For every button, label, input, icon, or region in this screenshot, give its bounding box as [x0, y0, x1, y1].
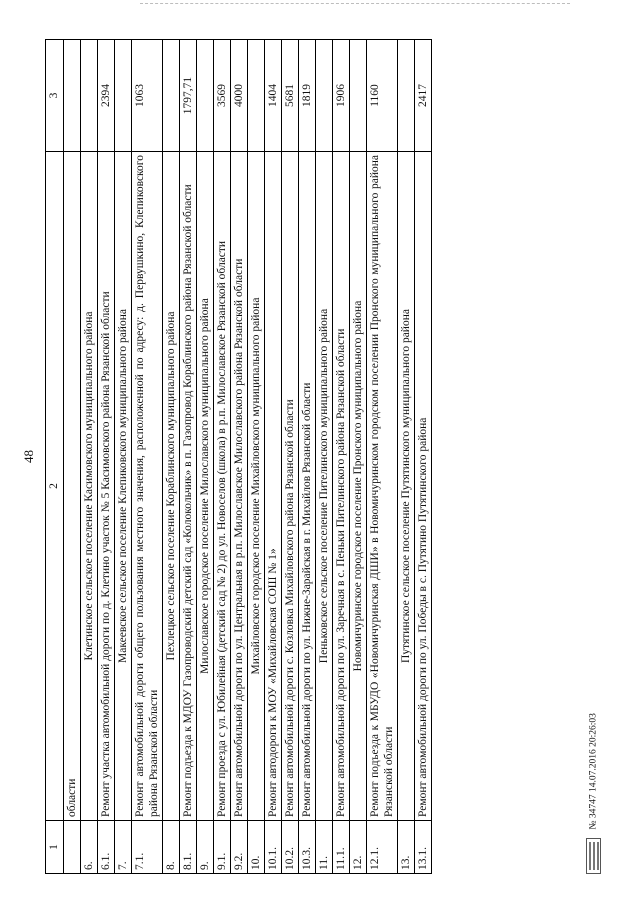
electronic-stamp-icon [586, 838, 601, 874]
row-description: Ремонт участка автомобильной дороги по д. Клетино участок № 5 Касимовского района Рязанской области [98, 152, 115, 821]
row-amount: 1797,71 [180, 40, 197, 152]
section-title: Макеевское сельское поселение Клепиковского муниципального района [115, 152, 132, 821]
row-amount [115, 40, 132, 152]
row-number [64, 821, 81, 874]
page-number: 48 [21, 450, 36, 463]
table-row [282, 40, 299, 874]
table-row [299, 40, 316, 874]
row-number: 10. [248, 821, 265, 874]
table-header-row [46, 40, 64, 874]
row-number: 9. [197, 821, 214, 874]
row-description: Ремонт автомобильной дороги общего пользования местного значения, расположенной по адресу: д. Первушкино, Клепиковского района Рязанской области [132, 152, 163, 821]
row-amount: 4000 [231, 40, 248, 152]
section-title: Михайловское городское поселение Михайловского муниципального района [248, 152, 265, 821]
section-title: Путятинское сельское поселение Путятинского муниципального района [398, 152, 415, 821]
row-number: 6. [81, 821, 98, 874]
row-amount: 1404 [265, 40, 282, 152]
section-row [115, 40, 132, 874]
document-id: № 34747 14.07.2016 20:26:03 [588, 713, 599, 830]
row-number: 6.1. [98, 821, 115, 874]
row-amount [316, 40, 333, 152]
row-amount [248, 40, 265, 152]
row-amount [81, 40, 98, 152]
row-description: Ремонт автодороги к МОУ «Михайловская СОШ № 1» [265, 152, 282, 821]
row-number: 13.1. [415, 821, 432, 874]
row-number: 7. [115, 821, 132, 874]
row-number: 10.2. [282, 821, 299, 874]
row-number: 12.1. [367, 821, 398, 874]
header-col-1: 1 [46, 821, 64, 874]
row-number: 10.3. [299, 821, 316, 874]
row-amount: 1160 [367, 40, 398, 152]
row-number: 8.1. [180, 821, 197, 874]
row-description: Ремонт проезда с ул. Юбилейная (детский сад № 2) до ул. Новоселов (школа) в р.п. Милославское Рязанской области [214, 152, 231, 821]
row-number: 9.1. [214, 821, 231, 874]
row-amount: 5681 [282, 40, 299, 152]
row-number: 11.1. [333, 821, 350, 874]
section-row [197, 40, 214, 874]
roads-table [45, 39, 432, 874]
section-title: Пехлецкое сельское поселение Кораблинского муниципального района [163, 152, 180, 821]
table-row [180, 40, 197, 874]
section-title: Пеньковское сельское поселение Пителинского муниципального района [316, 152, 333, 821]
header-col-3: 3 [46, 40, 64, 152]
row-amount [64, 40, 81, 152]
section-row [316, 40, 333, 874]
table-row [98, 40, 115, 874]
table-row [415, 40, 432, 874]
section-title: Новомичуринское городское поселение Пронского муниципального района [350, 152, 367, 821]
section-row [350, 40, 367, 874]
row-description: Ремонт автомобильной дороги по ул. Нижне-Зарайская в г. Михайлов Рязанской области [299, 152, 316, 821]
row-amount [197, 40, 214, 152]
scan-noise-line [140, 3, 570, 10]
section-row [398, 40, 415, 874]
row-amount: 2417 [415, 40, 432, 152]
row-amount [163, 40, 180, 152]
row-amount: 2394 [98, 40, 115, 152]
row-number: 11. [316, 821, 333, 874]
table-row [214, 40, 231, 874]
header-col-2: 2 [46, 152, 64, 821]
table-row [367, 40, 398, 874]
section-title: Милославское городское поселение Милославского муниципального района [197, 152, 214, 821]
row-number: 9.2. [231, 821, 248, 874]
section-row [248, 40, 265, 874]
row-number: 7.1. [132, 821, 163, 874]
section-title: Клетинское сельское поселение Касимовского муниципального района [81, 152, 98, 821]
document-footer [586, 39, 601, 874]
row-description: Ремонт автомобильной дороги по ул. Центральная в р.п. Милославское Милославского района Рязанской области [231, 152, 248, 821]
rotated-page [21, 39, 599, 874]
table-row [132, 40, 163, 874]
table-row [265, 40, 282, 874]
section-row [81, 40, 98, 874]
row-number: 13. [398, 821, 415, 874]
row-description: Ремонт подъезда к МДОУ Газопроводский детский сад «Колокольчик» в п. Газопровод Кораблинского района Рязанской области [180, 152, 197, 821]
row-amount: 1906 [333, 40, 350, 152]
table-row [64, 40, 81, 874]
row-description: Ремонт подъезда к МБУДО «Новомичуринская ДШИ» в Новомичуринском городском поселении Пронского муниципального района Рязанской области [367, 152, 398, 821]
row-amount [350, 40, 367, 152]
row-number: 12. [350, 821, 367, 874]
row-description: Ремонт автомобильной дороги по ул. Победы в с. Путятино Путятинского района [415, 152, 432, 821]
table-row [333, 40, 350, 874]
row-description: Ремонт автомобильной дороги по ул. Заречная в с. Пеньки Пителинского района Рязанской области [333, 152, 350, 821]
row-number: 10.1. [265, 821, 282, 874]
row-amount: 1819 [299, 40, 316, 152]
section-row [163, 40, 180, 874]
row-amount [398, 40, 415, 152]
row-description: области [64, 152, 81, 821]
row-amount: 3569 [214, 40, 231, 152]
row-amount: 1063 [132, 40, 163, 152]
row-number: 8. [163, 821, 180, 874]
table-row [231, 40, 248, 874]
row-description: Ремонт автомобильной дороги с. Козловка Михайловского района Рязанской области [282, 152, 299, 821]
